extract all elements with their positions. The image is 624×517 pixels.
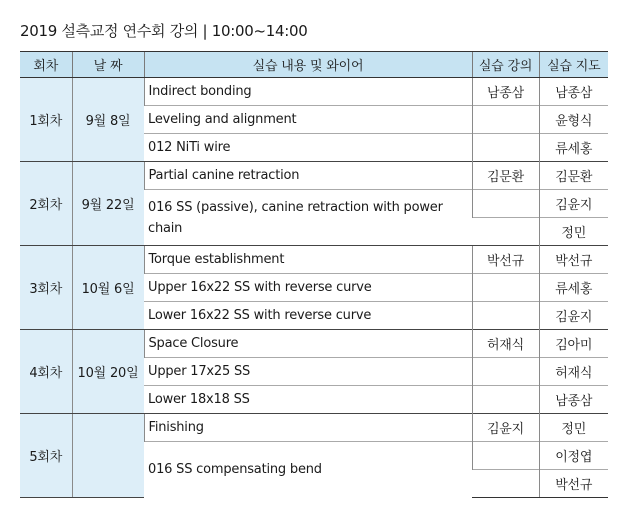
lecturer-cell — [472, 302, 539, 330]
session-date: 9월 8일 — [72, 78, 144, 162]
session-label: 1회차 — [20, 78, 72, 162]
content-cell: Indirect bonding — [144, 78, 472, 106]
session-date — [72, 414, 144, 498]
instructor-cell: 김아미 — [539, 330, 608, 358]
instructor-cell: 정민 — [539, 218, 608, 246]
content-cell: Lower 16x22 SS with reverse curve — [144, 302, 472, 330]
lecturer-cell — [472, 218, 539, 246]
session-date: 10월 6일 — [72, 246, 144, 330]
instructor-cell: 정민 — [539, 414, 608, 442]
content-cell: Partial canine retraction — [144, 162, 472, 190]
lecturer-cell: 허재식 — [472, 330, 539, 358]
instructor-cell: 김문환 — [539, 162, 608, 190]
instructor-cell: 허재식 — [539, 358, 608, 386]
lecturer-cell — [472, 386, 539, 414]
instructor-cell: 윤형식 — [539, 106, 608, 134]
lecturer-cell — [472, 134, 539, 162]
lecturer-cell: 김윤지 — [472, 414, 539, 442]
content-cell: Lower 18x18 SS — [144, 386, 472, 414]
session-label: 3회차 — [20, 246, 72, 330]
header-row — [20, 52, 608, 78]
lecturer-cell: 김문환 — [472, 162, 539, 190]
lecturer-cell — [472, 470, 539, 498]
lecturer-cell — [472, 442, 539, 470]
lecturer-cell: 박선규 — [472, 246, 539, 274]
instructor-cell: 김윤지 — [539, 302, 608, 330]
lecturer-cell — [472, 106, 539, 134]
lecturer-cell — [472, 274, 539, 302]
content-cell: 012 NiTi wire — [144, 134, 472, 162]
session-label: 2회차 — [20, 162, 72, 246]
content-cell: 016 SS compensating bend — [144, 442, 472, 498]
table-row — [20, 330, 608, 358]
table-row — [20, 162, 608, 190]
header-content: 실습 내용 및 와이어 — [144, 52, 472, 78]
table-row — [20, 246, 608, 274]
content-cell: Torque establishment — [144, 246, 472, 274]
lecturer-cell — [472, 358, 539, 386]
content-cell: Space Closure — [144, 330, 472, 358]
instructor-cell: 이정엽 — [539, 442, 608, 470]
content-cell: Upper 16x22 SS with reverse curve — [144, 274, 472, 302]
content-cell: Upper 17x25 SS — [144, 358, 472, 386]
instructor-cell: 류세홍 — [539, 274, 608, 302]
instructor-cell: 박선규 — [539, 470, 608, 498]
header-lecture: 실습 강의 — [472, 52, 539, 78]
content-cell: Leveling and alignment — [144, 106, 472, 134]
session-date: 10월 20일 — [72, 330, 144, 414]
table-row — [20, 414, 608, 442]
instructor-cell: 남종삼 — [539, 386, 608, 414]
table-row — [20, 78, 608, 106]
session-label: 5회차 — [20, 414, 72, 498]
header-instructor: 실습 지도 — [539, 52, 608, 78]
lecturer-cell — [472, 190, 539, 218]
instructor-cell: 남종삼 — [539, 78, 608, 106]
session-label: 4회차 — [20, 330, 72, 414]
page-title: 2019 설측교정 연수회 강의 | 10:00~14:00 — [20, 22, 308, 40]
instructor-cell: 박선규 — [539, 246, 608, 274]
instructor-cell: 김윤지 — [539, 190, 608, 218]
session-date: 9월 22일 — [72, 162, 144, 246]
instructor-cell: 류세홍 — [539, 134, 608, 162]
content-cell: Finishing — [144, 414, 472, 442]
content-cell: 016 SS (passive), canine retraction with power chain — [144, 190, 472, 246]
header-date: 날 짜 — [72, 52, 144, 78]
schedule-table — [20, 51, 608, 498]
lecturer-cell: 남종삼 — [472, 78, 539, 106]
header-session: 회차 — [20, 52, 72, 78]
